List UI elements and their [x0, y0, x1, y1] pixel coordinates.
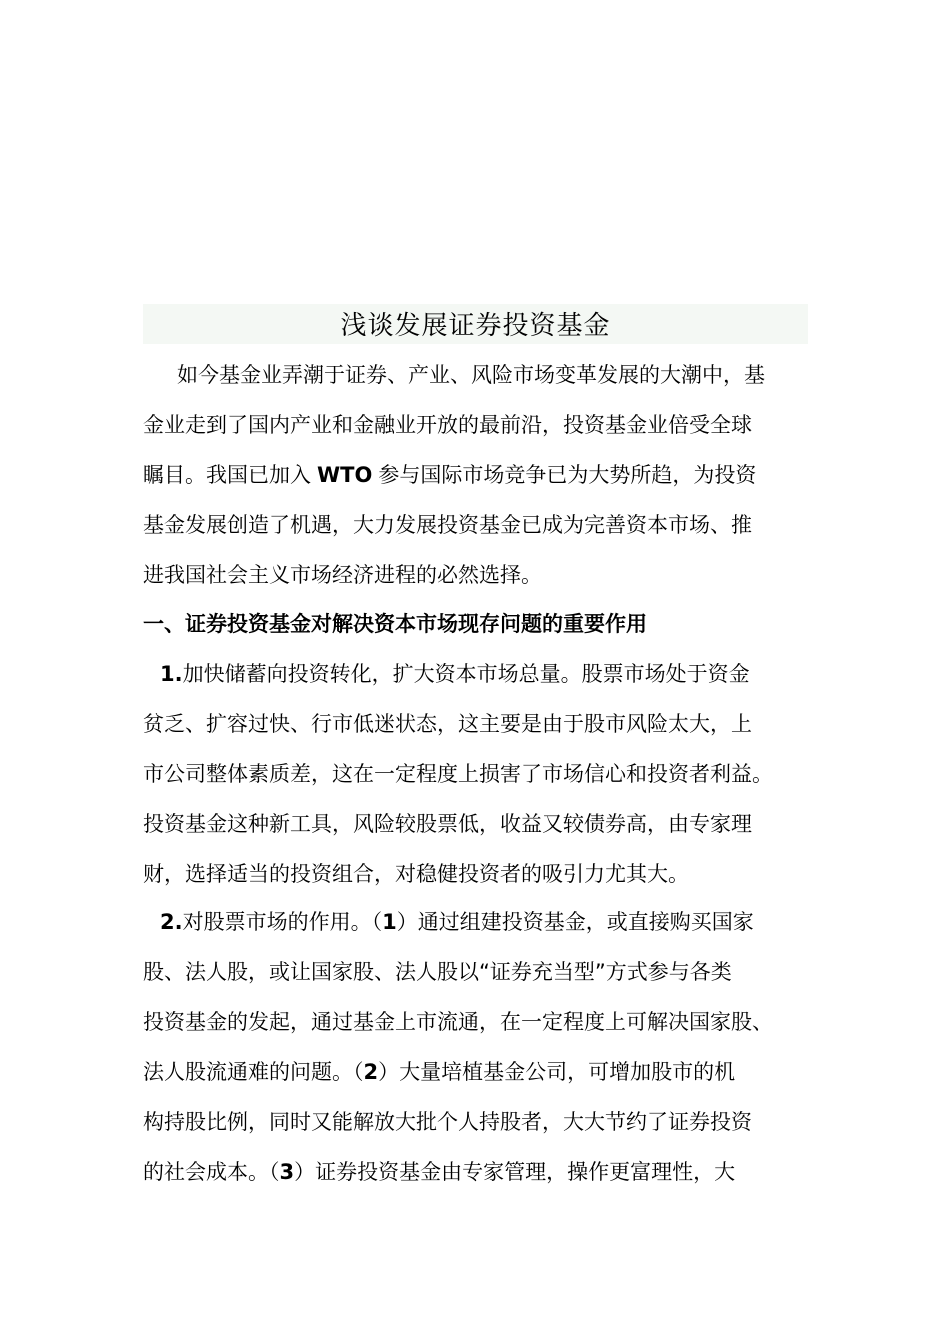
- text-run: ）证券投资基金由专家管理，操作更富理性，大: [294, 1160, 736, 1184]
- paragraph-line: [160, 656, 750, 692]
- section-heading: 一、证券投资基金对解决资本市场现存问题的重要作用: [143, 612, 647, 636]
- paragraph-line: 市公司整体素质差，这在一定程度上损害了市场信心和投资者利益。: [143, 762, 773, 786]
- enum-number: 2: [363, 1060, 379, 1084]
- enum-number: 3: [279, 1160, 295, 1184]
- item-number: 1.: [160, 662, 183, 686]
- enum-number: 1: [382, 910, 397, 934]
- text-run: 加快储蓄向投资转化，扩大资本市场总量。股票市场处于资金: [182, 662, 750, 686]
- paragraph-line: [143, 1054, 735, 1090]
- paragraph-line: 投资基金的发起，通过基金上市流通，在一定程度上可解决国家股、: [143, 1010, 773, 1034]
- text-run: ）大量培植基金公司，可增加股市的机: [378, 1060, 736, 1084]
- paragraph-line: 股、法人股，或让国家股、法人股以“证券充当型”方式参与各类: [143, 960, 732, 984]
- paragraph-line: 投资基金这种新工具，风险较股票低，收益又较债券高，由专家理: [143, 812, 752, 836]
- paragraph-line: 贫乏、扩容过快、行市低迷状态，这主要是由于股市风险太大，上: [143, 712, 752, 736]
- paragraph-line: 构持股比例，同时又能解放大批个人持股者，大大节约了证券投资: [143, 1110, 752, 1134]
- paragraph-line: [143, 1154, 735, 1190]
- text-run: 瞩目。我国已加入: [143, 463, 311, 487]
- wto-term: WTO: [317, 463, 373, 487]
- paragraph-line: [143, 457, 756, 493]
- text-run: 参与国际市场竞争已为大势所趋，为投资: [378, 463, 757, 487]
- text-run: 的社会成本。（: [143, 1160, 280, 1184]
- text-run: 法人股流通难的问题。（: [143, 1060, 364, 1084]
- paragraph-line: 如今基金业弄潮于证券、产业、风险市场变革发展的大潮中，基: [177, 363, 765, 387]
- paragraph-line: 财，选择适当的投资组合，对稳健投资者的吸引力尤其大。: [143, 862, 689, 886]
- paragraph-line: 进我国社会主义市场经济进程的必然选择。: [143, 563, 542, 587]
- text-run: ）通过组建投资基金，或直接购买国家: [396, 910, 754, 934]
- item-number: 2.: [160, 910, 183, 934]
- paragraph-line: [160, 904, 754, 940]
- text-run: 对股票市场的作用。（: [182, 910, 383, 934]
- document-title: 浅谈发展证券投资基金: [340, 311, 611, 341]
- paragraph-line: 金业走到了国内产业和金融业开放的最前沿，投资基金业倍受全球: [143, 413, 752, 437]
- paragraph-line: 基金发展创造了机遇，大力发展投资基金已成为完善资本市场、推: [143, 513, 752, 537]
